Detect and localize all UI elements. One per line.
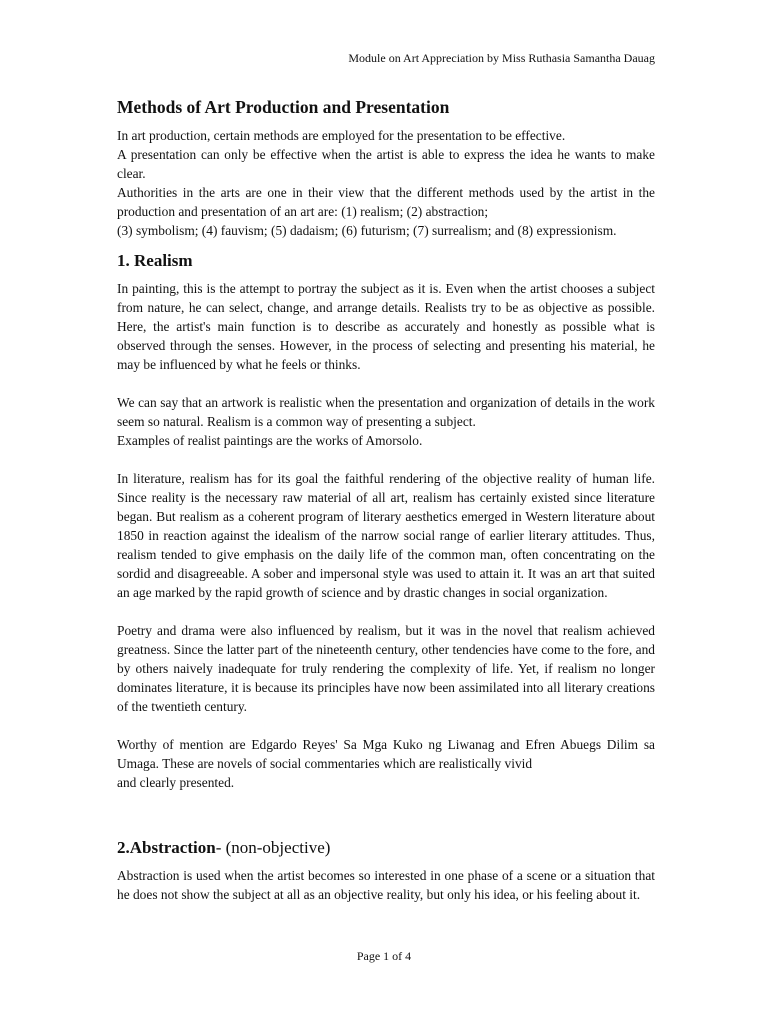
intro-line-4: (3) symbolism; (4) fauvism; (5) dadaism; (6) futurism; (7) surrealism; and (8) expressionism. bbox=[117, 223, 617, 238]
realism-paragraph-5: Poetry and drama were also influenced by realism, but it was in the novel that realism achieved greatness. Since the latter part of the nineteenth century, other tendencies have come to the fore, and by others naively inadequate for truly rendering the complexity of life. Yet, if realism no longer dominates literature, it is because its principles have now been assimilated into all literary creations of the twentieth century. bbox=[117, 623, 655, 714]
realism-paragraph-1: In painting, this is the attempt to portray the subject as it is. Even when the artist chooses a subject from nature, he can select, change, and arrange details. Realists try to be as objective as possible. Here, the artist's main function is to describe as accurately and honestly as possible what is observed through the senses. However, in the process of selecting and presenting his material, he may be influenced by what he feels or thinks. bbox=[117, 281, 655, 372]
realism-paragraph-2: We can say that an artwork is realistic when the presentation and organization of details in the work seem so natural. Realism is a common way of presenting a subject. bbox=[117, 395, 655, 429]
page-content bbox=[117, 95, 655, 904]
document-title: Methods of Art Production and Presentation bbox=[117, 97, 450, 117]
realism-paragraph-3: Examples of realist paintings are the works of Amorsolo. bbox=[117, 433, 423, 448]
abstraction-heading-bold: 2.Abstraction bbox=[117, 838, 216, 857]
page-number-footer: Page 1 of 4 bbox=[356, 949, 412, 963]
abstraction-paragraph-1: Abstraction is used when the artist becomes so interested in one phase of a scene or a situation that he does not show the subject at all as an objective reality, but only his idea, or his feeling about it. bbox=[117, 868, 655, 902]
abstraction-heading-subtitle: - (non-objective) bbox=[215, 838, 331, 857]
intro-line-1: In art production, certain methods are employed for the presentation to be effective. bbox=[117, 128, 566, 143]
running-header: Module on Art Appreciation by Miss Ruthasia Samantha Dauag bbox=[348, 51, 655, 65]
realism-paragraph-7: and clearly presented. bbox=[117, 775, 235, 790]
intro-line-3: Authorities in the arts are one in their view that the different methods used by the artist in the production and presentation of an art are: (1) realism; (2) abstraction; bbox=[117, 185, 655, 219]
section-heading-abstraction bbox=[117, 836, 655, 860]
realism-paragraph-6: Worthy of mention are Edgardo Reyes' Sa Mga Kuko ng Liwanag and Efren Abuegs Dilim sa Umaga. These are novels of social commentaries which are realistically vivid bbox=[117, 737, 655, 771]
section-heading-realism: 1. Realism bbox=[117, 251, 193, 270]
realism-paragraph-4: In literature, realism has for its goal the faithful rendering of the objective reality of human life. Since reality is the necessary raw material of all art, realism has certainly existed since literature began. But realism as a coherent program of literary aesthetics emerged in Western literature about 1850 in reaction against the idealism of the narrow social range of earlier literary attitudes. Thus, realism tended to give emphasis on the daily life of the common man, often concentrating on the sordid and disagreeable. A sober and impersonal style was used to attain it. It was an art that suited an age marked by the rapid growth of science and by drastic changes in social organization. bbox=[117, 471, 655, 600]
intro-line-2: A presentation can only be effective when the artist is able to express the idea he wants to make clear. bbox=[117, 147, 655, 181]
